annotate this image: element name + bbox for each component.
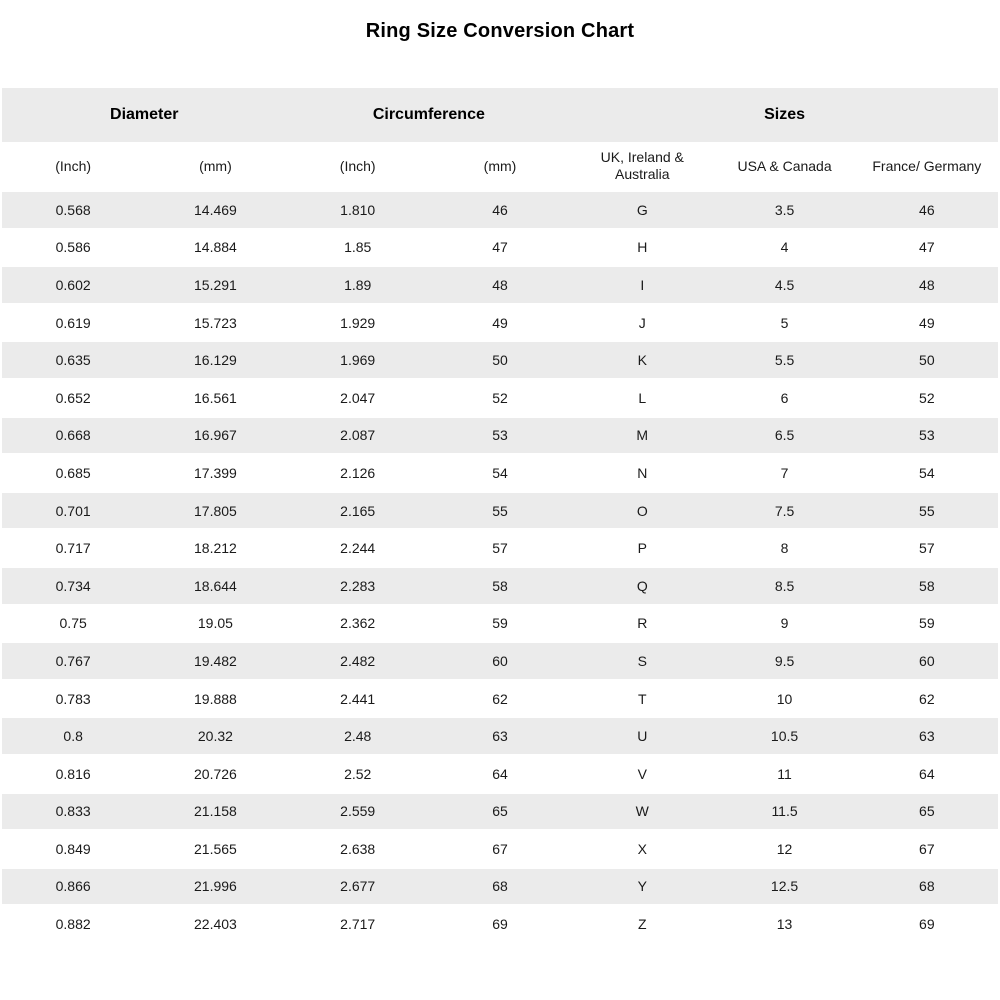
- table-row: [2, 341, 998, 379]
- table-cell: 60: [429, 642, 571, 680]
- table-cell: 0.8: [2, 717, 144, 755]
- table-cell: X: [571, 830, 713, 868]
- table-cell: 12.5: [713, 868, 855, 906]
- table-cell: 15.723: [144, 304, 286, 342]
- table-cell: 19.05: [144, 605, 286, 643]
- table-row: [2, 717, 998, 755]
- table-cell: 1.969: [287, 341, 429, 379]
- table-row: [2, 191, 998, 229]
- table-cell: 21.996: [144, 868, 286, 906]
- table-row: [2, 266, 998, 304]
- table-cell: 0.619: [2, 304, 144, 342]
- table-cell: 5.5: [713, 341, 855, 379]
- table-cell: 55: [856, 492, 998, 530]
- table-cell: 58: [856, 567, 998, 605]
- table-cell: 1.810: [287, 191, 429, 229]
- table-cell: 0.568: [2, 191, 144, 229]
- table-cell: 46: [856, 191, 998, 229]
- table-cell: 47: [429, 229, 571, 267]
- table-cell: 53: [856, 417, 998, 455]
- table-body: [2, 191, 998, 943]
- table-row: [2, 793, 998, 831]
- table-cell: 0.882: [2, 905, 144, 943]
- table-cell: M: [571, 417, 713, 455]
- table-row: [2, 905, 998, 943]
- column-header-circumference-mm: (mm): [429, 142, 571, 191]
- table-cell: 48: [856, 266, 998, 304]
- table-cell: 8.5: [713, 567, 855, 605]
- table-cell: L: [571, 379, 713, 417]
- table-cell: 0.685: [2, 454, 144, 492]
- table-cell: 0.816: [2, 755, 144, 793]
- table-cell: 0.701: [2, 492, 144, 530]
- table-cell: 60: [856, 642, 998, 680]
- table-cell: 10.5: [713, 717, 855, 755]
- table-row: [2, 379, 998, 417]
- table-cell: 59: [429, 605, 571, 643]
- table-cell: 0.717: [2, 529, 144, 567]
- table-cell: 21.565: [144, 830, 286, 868]
- column-group-row: [2, 88, 998, 142]
- table-cell: K: [571, 341, 713, 379]
- table-cell: 2.244: [287, 529, 429, 567]
- table-cell: 57: [856, 529, 998, 567]
- table-cell: V: [571, 755, 713, 793]
- table-cell: T: [571, 680, 713, 718]
- table-cell: 0.866: [2, 868, 144, 906]
- table-row: [2, 642, 998, 680]
- table-cell: 69: [856, 905, 998, 943]
- table-cell: 2.482: [287, 642, 429, 680]
- table-cell: 17.805: [144, 492, 286, 530]
- table-row: [2, 454, 998, 492]
- column-group-circumference: Circumference: [287, 88, 572, 142]
- table-cell: 57: [429, 529, 571, 567]
- table-cell: 9: [713, 605, 855, 643]
- table-cell: 2.165: [287, 492, 429, 530]
- table-cell: 5: [713, 304, 855, 342]
- table-row: [2, 567, 998, 605]
- table-cell: 2.559: [287, 793, 429, 831]
- column-group-diameter: Diameter: [2, 88, 287, 142]
- table-cell: 11: [713, 755, 855, 793]
- table-cell: 52: [856, 379, 998, 417]
- table-cell: 63: [856, 717, 998, 755]
- table-cell: W: [571, 793, 713, 831]
- table-cell: 64: [856, 755, 998, 793]
- table-cell: 53: [429, 417, 571, 455]
- table-cell: 0.75: [2, 605, 144, 643]
- table-cell: 2.52: [287, 755, 429, 793]
- table-cell: 2.362: [287, 605, 429, 643]
- column-header-diameter-inch: (Inch): [2, 142, 144, 191]
- table-cell: 50: [429, 341, 571, 379]
- column-group-sizes: Sizes: [571, 88, 998, 142]
- table-cell: 21.158: [144, 793, 286, 831]
- table-cell: 4: [713, 229, 855, 267]
- table-cell: I: [571, 266, 713, 304]
- table-row: [2, 830, 998, 868]
- table-cell: P: [571, 529, 713, 567]
- table-cell: 59: [856, 605, 998, 643]
- column-header-circumference-inch: (Inch): [287, 142, 429, 191]
- table-row: [2, 755, 998, 793]
- table-cell: 69: [429, 905, 571, 943]
- table-cell: R: [571, 605, 713, 643]
- page-title: Ring Size Conversion Chart: [365, 20, 635, 42]
- table-cell: 2.48: [287, 717, 429, 755]
- table-cell: 48: [429, 266, 571, 304]
- table-cell: 54: [856, 454, 998, 492]
- table-cell: O: [571, 492, 713, 530]
- table-cell: 6.5: [713, 417, 855, 455]
- table-cell: 2.441: [287, 680, 429, 718]
- table-cell: 7: [713, 454, 855, 492]
- table-cell: 14.469: [144, 191, 286, 229]
- table-cell: 46: [429, 191, 571, 229]
- table-cell: 9.5: [713, 642, 855, 680]
- table-cell: G: [571, 191, 713, 229]
- table-cell: 52: [429, 379, 571, 417]
- table-cell: 62: [856, 680, 998, 718]
- table-cell: 2.283: [287, 567, 429, 605]
- table-cell: 8: [713, 529, 855, 567]
- table-cell: 47: [856, 229, 998, 267]
- table-cell: 65: [429, 793, 571, 831]
- table-cell: 20.32: [144, 717, 286, 755]
- table-cell: 16.967: [144, 417, 286, 455]
- table-row: [2, 868, 998, 906]
- table-cell: 18.644: [144, 567, 286, 605]
- table-row: [2, 304, 998, 342]
- table-row: [2, 605, 998, 643]
- table-cell: 0.833: [2, 793, 144, 831]
- table-cell: 1.85: [287, 229, 429, 267]
- table-cell: 50: [856, 341, 998, 379]
- table-cell: 19.888: [144, 680, 286, 718]
- table-cell: 19.482: [144, 642, 286, 680]
- table-cell: 64: [429, 755, 571, 793]
- column-header-uk-ireland-australia: UK, Ireland & Australia: [571, 142, 713, 191]
- table-cell: 58: [429, 567, 571, 605]
- table-cell: 16.129: [144, 341, 286, 379]
- table-cell: 1.929: [287, 304, 429, 342]
- table-cell: 0.668: [2, 417, 144, 455]
- table-cell: 2.047: [287, 379, 429, 417]
- table-cell: 12: [713, 830, 855, 868]
- table-cell: 49: [856, 304, 998, 342]
- table-cell: 13: [713, 905, 855, 943]
- table-cell: 16.561: [144, 379, 286, 417]
- table-cell: 4.5: [713, 266, 855, 304]
- table-cell: 22.403: [144, 905, 286, 943]
- column-header-france-germany: France/ Germany: [856, 142, 998, 191]
- table-cell: Q: [571, 567, 713, 605]
- table-cell: 0.849: [2, 830, 144, 868]
- column-header-usa-canada: USA & Canada: [713, 142, 855, 191]
- table-cell: 67: [856, 830, 998, 868]
- table-row: [2, 529, 998, 567]
- table-cell: 1.89: [287, 266, 429, 304]
- table-cell: 55: [429, 492, 571, 530]
- table-cell: 63: [429, 717, 571, 755]
- table-cell: S: [571, 642, 713, 680]
- table-cell: U: [571, 717, 713, 755]
- table-cell: J: [571, 304, 713, 342]
- table-row: [2, 417, 998, 455]
- table-cell: 2.126: [287, 454, 429, 492]
- table-cell: 2.677: [287, 868, 429, 906]
- table-cell: H: [571, 229, 713, 267]
- table-cell: 11.5: [713, 793, 855, 831]
- table-cell: 0.635: [2, 341, 144, 379]
- table-cell: 0.602: [2, 266, 144, 304]
- table-cell: 15.291: [144, 266, 286, 304]
- table-cell: 2.087: [287, 417, 429, 455]
- table-cell: 18.212: [144, 529, 286, 567]
- table-cell: 10: [713, 680, 855, 718]
- table-header: [2, 88, 998, 191]
- table-cell: 68: [429, 868, 571, 906]
- table-cell: 2.638: [287, 830, 429, 868]
- table-cell: Y: [571, 868, 713, 906]
- table-cell: N: [571, 454, 713, 492]
- table-cell: 65: [856, 793, 998, 831]
- table-cell: 2.717: [287, 905, 429, 943]
- table-cell: 6: [713, 379, 855, 417]
- table-cell: 3.5: [713, 191, 855, 229]
- table-cell: 0.734: [2, 567, 144, 605]
- table-cell: 7.5: [713, 492, 855, 530]
- table-cell: 68: [856, 868, 998, 906]
- table-cell: 0.783: [2, 680, 144, 718]
- table-cell: 20.726: [144, 755, 286, 793]
- table-row: [2, 492, 998, 530]
- table-row: [2, 680, 998, 718]
- table-cell: 0.652: [2, 379, 144, 417]
- table-cell: Z: [571, 905, 713, 943]
- table-cell: 14.884: [144, 229, 286, 267]
- table-cell: 49: [429, 304, 571, 342]
- table-cell: 0.586: [2, 229, 144, 267]
- column-header-row: [2, 142, 998, 191]
- table-row: [2, 229, 998, 267]
- ring-size-conversion-table: [2, 88, 998, 944]
- table-cell: 17.399: [144, 454, 286, 492]
- column-header-diameter-mm: (mm): [144, 142, 286, 191]
- table-cell: 54: [429, 454, 571, 492]
- table-cell: 62: [429, 680, 571, 718]
- table-cell: 0.767: [2, 642, 144, 680]
- table-cell: 67: [429, 830, 571, 868]
